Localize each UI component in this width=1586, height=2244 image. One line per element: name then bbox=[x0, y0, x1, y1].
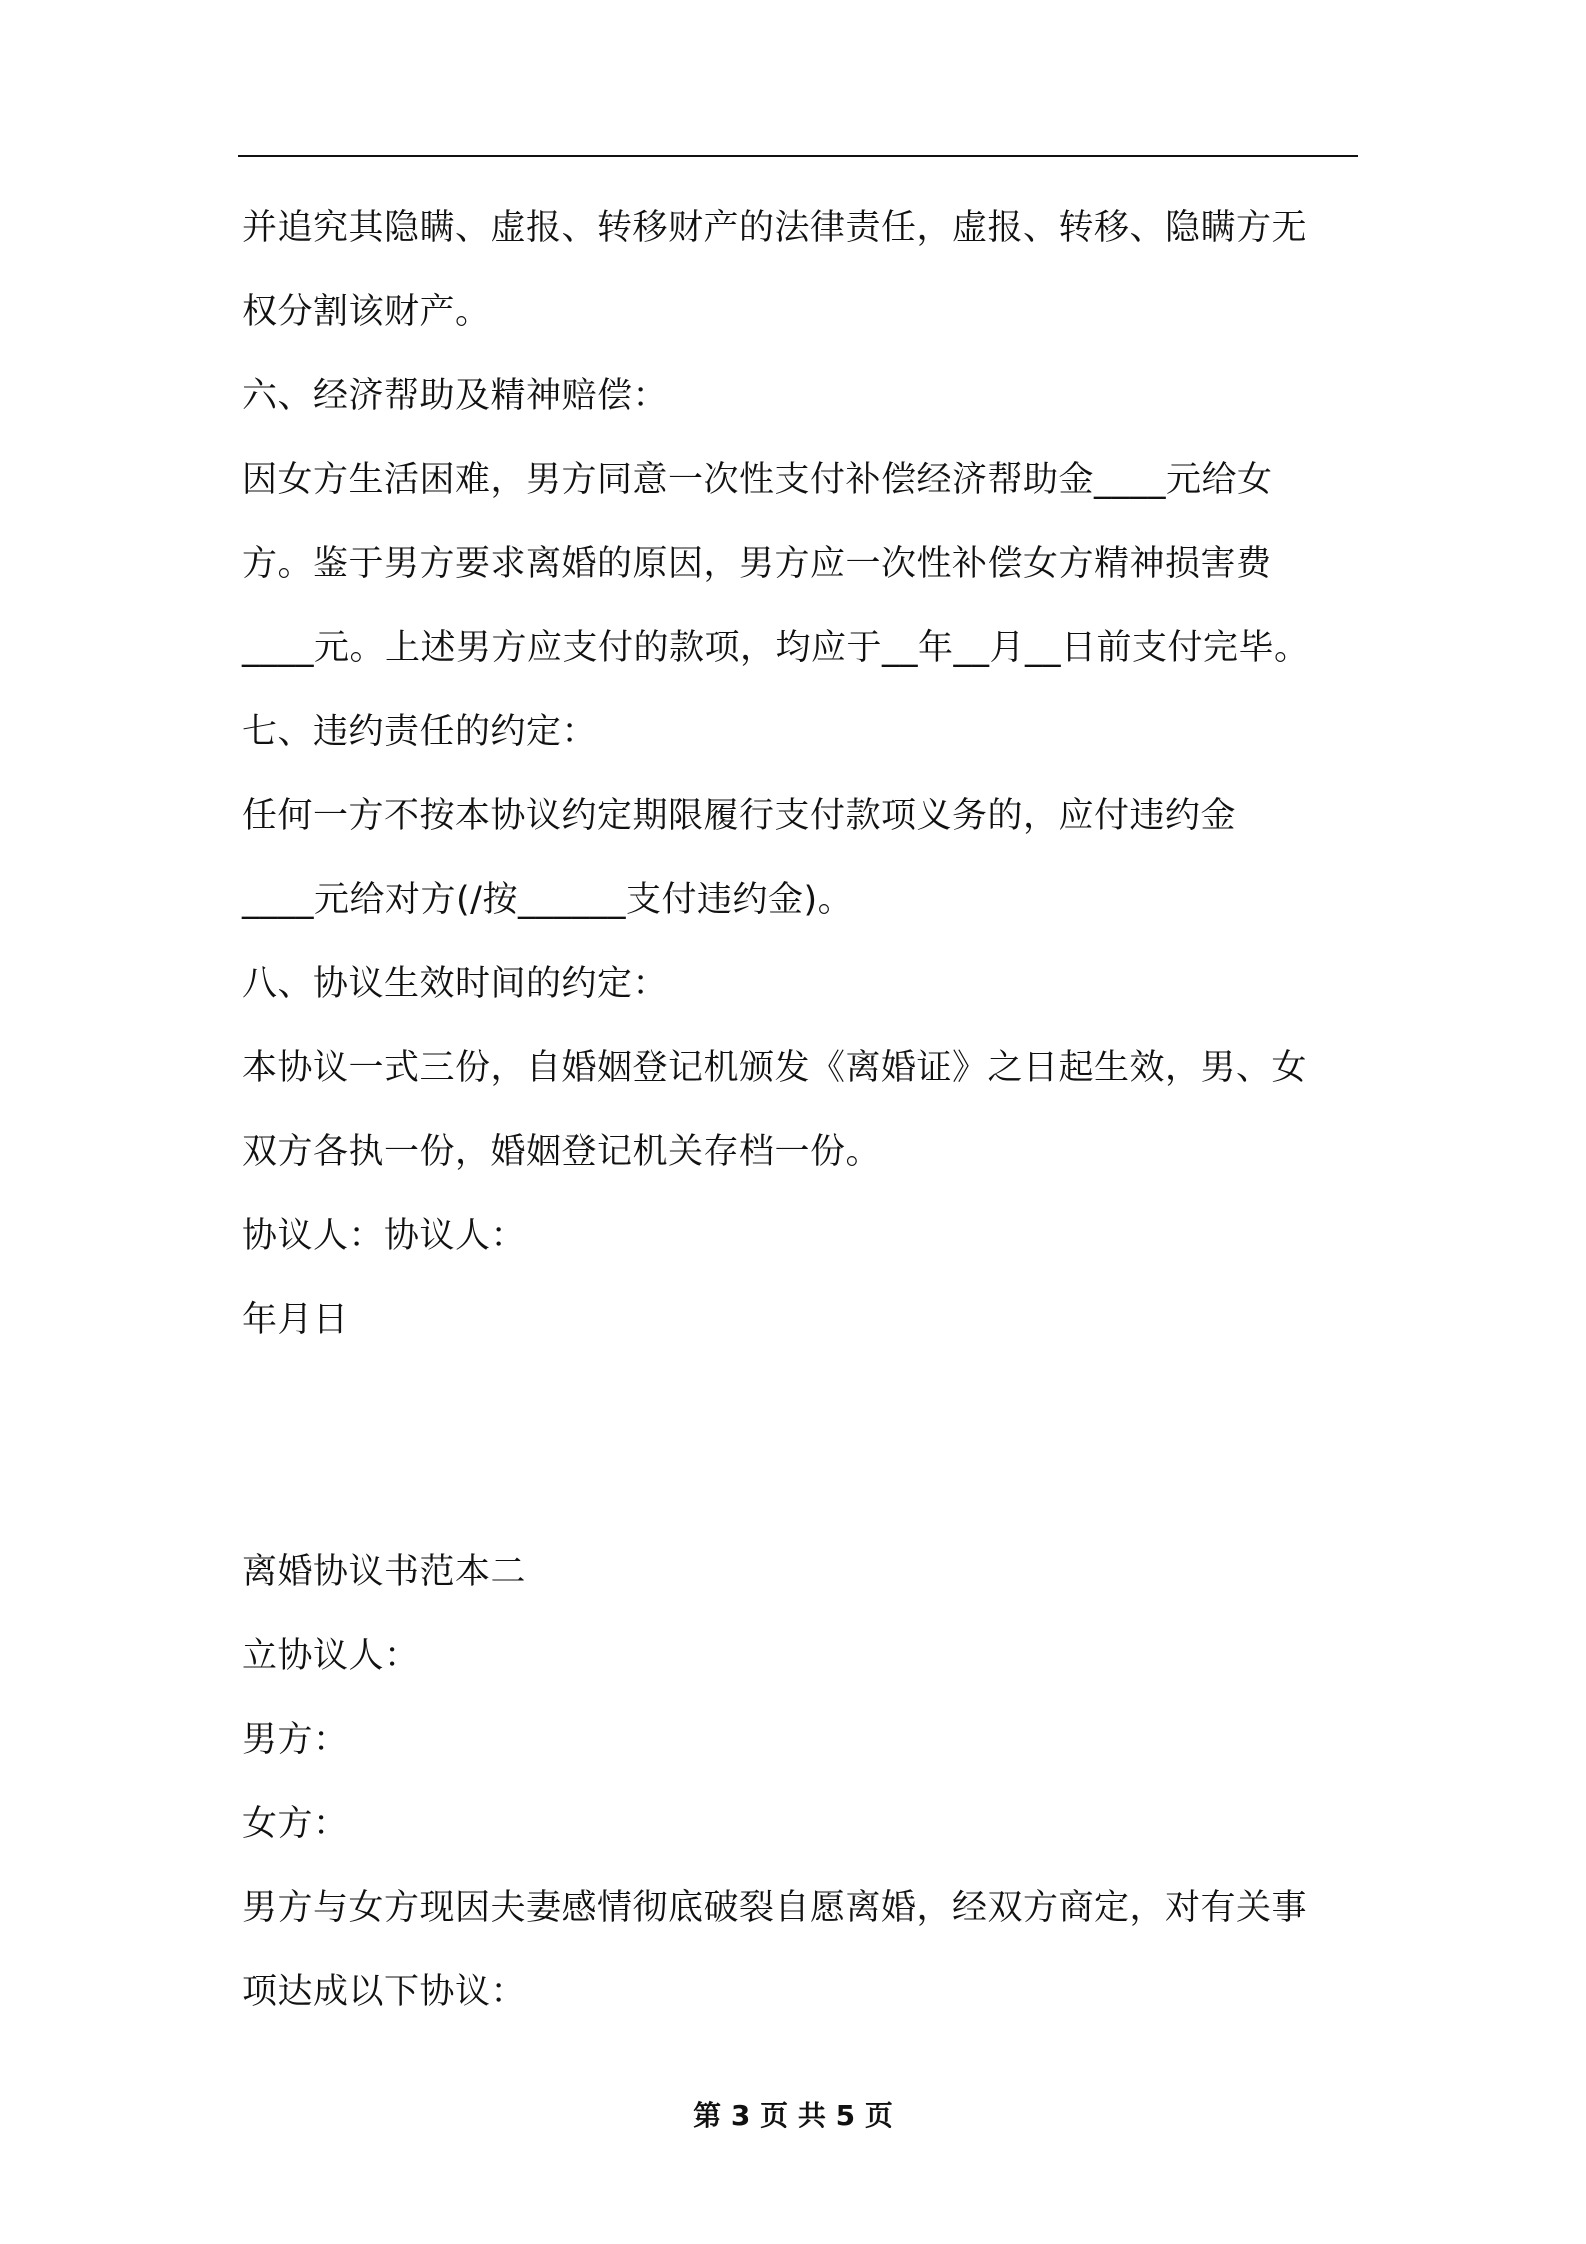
date-line: 年月日 bbox=[242, 1300, 349, 1340]
section-heading: 七、违约责任的约定： bbox=[242, 712, 598, 752]
text-line: 并追究其隐瞒、虚报、转移财产的法律责任，虚报、转移、隐瞒方无 bbox=[242, 208, 1308, 248]
text-line: 男方与女方现因夫妻感情彻底破裂自愿离婚，经双方商定，对有关事 bbox=[242, 1888, 1308, 1928]
text-line: 任何一方不按本协议约定期限履行支付款项义务的，应付违约金 bbox=[242, 796, 1237, 836]
text-line: 方。鉴于男方要求离婚的原因，男方应一次性补偿女方精神损害费 bbox=[242, 544, 1272, 584]
text-line: 男方： bbox=[242, 1720, 349, 1760]
page-number: 第 3 页 共 5 页 bbox=[693, 2099, 893, 2132]
text-line: ____元给对方(/按______支付违约金)。 bbox=[242, 880, 854, 920]
text-line: 女方： bbox=[242, 1804, 349, 1844]
signature-line: 协议人：协议人： bbox=[242, 1216, 527, 1256]
text-line: 项达成以下协议： bbox=[242, 1972, 527, 2012]
text-line: 双方各执一份，婚姻登记机关存档一份。 bbox=[242, 1132, 882, 1172]
text-line: 立协议人： bbox=[242, 1636, 420, 1676]
section-heading: 六、经济帮助及精神赔偿： bbox=[242, 376, 669, 416]
text-line: 因女方生活困难，男方同意一次性支付补偿经济帮助金____元给女 bbox=[242, 460, 1273, 500]
document-title: 离婚协议书范本二 bbox=[242, 1552, 527, 1592]
text-line: 本协议一式三份，自婚姻登记机颁发《离婚证》之日起生效，男、女 bbox=[242, 1048, 1308, 1088]
text-line: ____元。上述男方应支付的款项，均应于__年__月__日前支付完毕。 bbox=[242, 628, 1310, 668]
text-line: 权分割该财产。 bbox=[242, 292, 491, 332]
section-heading: 八、协议生效时间的约定： bbox=[242, 964, 669, 1004]
header-rule bbox=[238, 155, 1358, 157]
